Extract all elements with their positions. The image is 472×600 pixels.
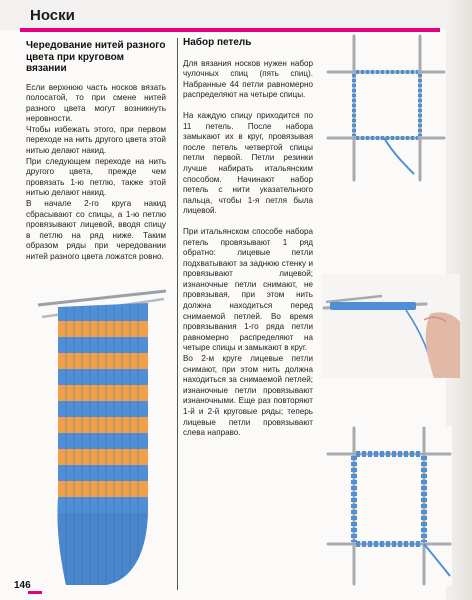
joined-round-photo (326, 426, 452, 586)
paragraph: Во 2-м круге лицевые петли снимают, при этом нить должна находиться за снимаемой петлей; изнаночные петли провязывают изнаночными. Еще раз повторяют 1-й и 2-й круговые ряды; теперь лицевые петли провязывают слева направо. (183, 354, 313, 438)
paragraph: Чтобы избежать этого, при первом переходе на нить другого цвета этой нитью делают накид. (26, 124, 166, 156)
paragraph: На каждую спицу приходится по 11 петель. После набора замыкают их в круг, провязывая после петель четвертой спицы петли первой. Петли резинки лучше набирать итальянским способом. Начинают набор петель с нити указательного пальца, чтобы 1-я петля была лицевой. (183, 110, 313, 216)
column-divider (177, 38, 178, 590)
page-number: 146 (14, 580, 31, 591)
header-accent-rule (20, 28, 440, 32)
paragraph: Для вязания носков нужен набор чулочных спиц (пять спиц). Набранные 44 петли равномерно распределяют на четыре спицы. (183, 58, 313, 100)
striped-sock-photo (36, 287, 168, 587)
page-number-accent (28, 591, 42, 594)
paragraph: В начале 2-го круга накид сбрасывают со спицы, а 1-ю петлю провязывают лицевой, вводя спицу в петлю на ряд ниже. Таким образом ряды при чередовании нитей разного цвета ложатся ровно. (26, 199, 166, 261)
left-column (26, 40, 166, 263)
section-heading-color-change: Чередование нитей разного цвета при круговом вязании (26, 40, 166, 74)
middle-column (183, 38, 313, 439)
hand-knitting-photo (322, 274, 460, 378)
paragraph: При итальянском способе набора петель провязывают 1 ряд обратно: лицевые петли подхватывают за заднюю стенку и провязывают лицевой; изнаночные петли снимают, не провязывая, при этом нить должна находиться перед снимаемой петлей. Во время провязывания 1-го ряда петли равномерно распределяют на четыре спицы и замыкают в круг. (183, 226, 313, 353)
paragraph: Если верхнюю часть носков вязать полосатой, то при смене нитей разного цвета могут возникнуть неровности. (26, 82, 166, 124)
paragraph: При следующем переходе на нить другого цвета, прежде чем провязать 1-ю петлю, также этой нитью делают накид. (26, 156, 166, 198)
page-title: Носки (30, 7, 75, 24)
section-heading-cast-on: Набор петель (183, 37, 252, 48)
needles-square-photo (324, 34, 446, 182)
